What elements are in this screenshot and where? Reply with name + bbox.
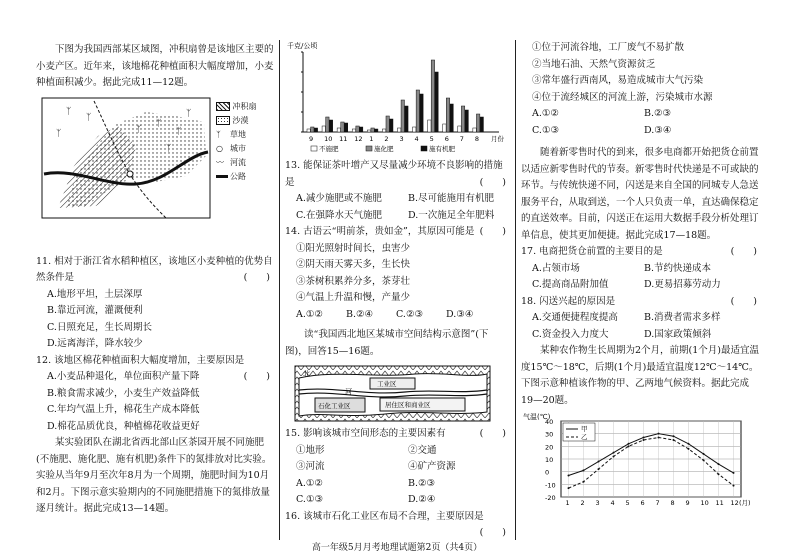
intro-17-18: 随着新零售时代的到来，很多电商都开始把货仓前置以适应新零售时代的节奏。新零售时代快递是不可或缺的环节。与传统快递不同，闪送是来自全国的同城专人急送服务平台，从取到送，一个人只负责一单，直达确保稳定的直送效率。目前，闪送正在运用大数据手段分析处理订单信息，使其更加便捷。据此完成17—18题。 xyxy=(521,147,759,241)
point-乙-12 xyxy=(733,485,735,487)
q13-stem: 13. 能保证茶叶增产又尽量减少环境不良影响的措施是 ( ) xyxy=(285,160,506,188)
q18-options-row-2 xyxy=(521,327,761,344)
q13-options-row-1 xyxy=(285,191,510,208)
y-tick-label: -20 xyxy=(545,494,556,502)
column-3 xyxy=(521,0,761,540)
bar-不施肥-9 xyxy=(307,129,310,132)
bar-施有机肥-2 xyxy=(390,119,393,132)
q15-answers-row-1 xyxy=(285,476,510,493)
y-tick-label: 30 xyxy=(545,430,554,439)
legend-label: 甲 xyxy=(581,425,588,433)
x-tick-label: 2 xyxy=(384,135,389,143)
intro-13-14: 某实验团队在湖北省西北部山区茶园开展不同施肥(不施肥、施化肥、施有机肥)条件下的氮排放对比实验。实验从当年9月至次年8月为一个周期，施肥时间为10月和2月。下图示意实验期内的不同施肥措施下的氮排放量逐月统计。据此完成13—14题。 xyxy=(36,437,272,514)
city-marker xyxy=(127,171,133,177)
river-icon: 〰 xyxy=(216,157,224,167)
q12-option-a: A.小麦品种退化，单位面积产量下降 xyxy=(47,371,200,382)
q17-option-a: A.占领市场 xyxy=(532,262,580,274)
nitrogen-bar-chart xyxy=(285,40,510,158)
x-tick-label: 9 xyxy=(309,135,314,143)
q15-stem: 15. 影响该城市空间形态的主要因素有 ( ) xyxy=(285,428,506,439)
point-甲-2 xyxy=(583,469,585,471)
x-tick-label: 4 xyxy=(414,135,419,143)
x-tick-label: 9 xyxy=(685,499,690,507)
bar-施有机肥-1 xyxy=(375,129,378,132)
q13-option-c: C.在强降水天气施肥 xyxy=(296,209,382,221)
point-乙-2 xyxy=(583,481,585,483)
dots-swatch-icon xyxy=(216,116,230,125)
x-tick-label: 8 xyxy=(670,499,675,507)
x-tick-label: 12 xyxy=(730,499,739,507)
bar-施有机肥-7 xyxy=(465,110,468,132)
svg-text:ᛉ: ᛉ xyxy=(176,126,182,137)
point-甲-11 xyxy=(718,463,720,465)
q14-item-1: ①阳光照射时间长，虫害少 xyxy=(296,242,411,254)
q13-option-d: D.一次施足全年肥料 xyxy=(408,209,495,221)
x-tick-label: 5 xyxy=(429,135,434,143)
svg-text:ᛉ: ᛉ xyxy=(186,108,192,119)
bar-不施肥-8 xyxy=(473,128,476,132)
column-divider-1 xyxy=(279,40,280,540)
q14-item-3: ③茶树积累养分多，茶芽壮 xyxy=(296,275,411,287)
point-甲-7 xyxy=(658,433,660,435)
column-divider-2 xyxy=(515,40,516,540)
point-甲-10 xyxy=(703,453,705,455)
bar-不施肥-2 xyxy=(382,129,385,132)
q14-item-2: ②阴天雨天雾天多，生长快 xyxy=(296,259,411,270)
q11-option-b: B.靠近河流，灌溉便利 xyxy=(47,305,143,316)
x-tick-label: 2 xyxy=(580,499,585,507)
legend-label: 乙 xyxy=(581,433,588,441)
point-乙-3 xyxy=(598,468,600,470)
bar-施化肥-11 xyxy=(341,122,344,132)
q16-item-2: ②当地石油、天然气资源贫乏 xyxy=(532,58,656,70)
x-tick-label: 7 xyxy=(655,499,660,507)
svg-text:ᛉ: ᛉ xyxy=(66,106,72,117)
x-axis-label: (月) xyxy=(739,499,751,507)
bar-不施肥-6 xyxy=(443,124,446,132)
bar-不施肥-12 xyxy=(352,129,355,132)
bar-施有机肥-12 xyxy=(359,127,362,132)
point-甲-1 xyxy=(568,474,570,476)
x-axis-label: 月份 xyxy=(491,135,504,143)
bar-不施肥-4 xyxy=(413,127,416,132)
alluvial-fan-area xyxy=(58,126,136,208)
q13-options-row-2 xyxy=(285,208,510,225)
q14-option-b: B.②④ xyxy=(346,308,374,320)
q12-stem: 12. 该地区棉花种植面积大幅度增加，主要原因是 ( ) xyxy=(36,354,270,382)
x-tick-label: 10 xyxy=(324,135,333,143)
point-乙-5 xyxy=(628,445,630,447)
bar-施化肥-3 xyxy=(401,100,404,132)
x-tick-label: 8 xyxy=(474,135,479,143)
bar-施有机肥-4 xyxy=(420,94,423,132)
column-2 xyxy=(285,0,510,540)
north-label: 北 xyxy=(303,370,310,378)
q18-option-b: B.消费者需求多样 xyxy=(644,312,721,323)
bar-施有机肥-9 xyxy=(314,128,317,132)
y-tick-label: 0 xyxy=(545,468,550,477)
intro-19-20: 某种农作物生长周期为2个月，前期(1个月)最适宜温度15℃～18℃，后期(1个月)最适宜温度12℃～14℃。下图示意种植该作物的甲、乙两地气候资料。据此完成19—20题。 xyxy=(521,345,760,406)
point-乙-8 xyxy=(673,439,675,441)
bar-施化肥-5 xyxy=(431,60,434,132)
industrial-label: 工业区 xyxy=(377,380,397,388)
bar-施有机肥-10 xyxy=(329,120,332,132)
x-tick-label: 1 xyxy=(565,499,570,507)
grass-icon: ᛉ xyxy=(216,129,221,139)
bar-施化肥-7 xyxy=(461,106,464,132)
q16-option-a: A.①② xyxy=(532,108,559,119)
climate-line-chart xyxy=(521,411,761,511)
svg-text:ᛉ: ᛉ xyxy=(136,124,142,135)
city-icon: ○ xyxy=(216,143,223,153)
point-乙-10 xyxy=(703,459,705,461)
q14-answers xyxy=(285,307,510,324)
q16-item-3: ③常年盛行西南风，易造成城市大气污染 xyxy=(532,75,704,86)
x-tick-label: 6 xyxy=(444,135,449,143)
q16-stem: 16. 该城市石化工业区布局不合理，主要原因是 ( ) xyxy=(285,510,506,538)
bar-不施肥-1 xyxy=(367,130,370,132)
q14-option-d: D.③④ xyxy=(446,308,474,320)
q11-stem: 11. 相对于浙江省水稻种植区，该地区小麦种植的优势自然条件是 ( ) xyxy=(36,255,273,283)
y-tick-label: 20 xyxy=(545,443,554,452)
city-structure-svg xyxy=(285,364,500,424)
hatch-swatch-icon xyxy=(216,102,230,111)
point-甲-3 xyxy=(598,461,600,463)
q17-stem: 17. 电商把货仓前置的主要目的是 ( ) xyxy=(521,246,757,257)
legend-river: 〰 河流 xyxy=(216,156,276,170)
q18-option-a: A.交通便捷程度提高 xyxy=(532,312,618,323)
q17-options-row-2 xyxy=(521,277,761,294)
q14-option-c: C.②③ xyxy=(396,308,423,320)
bar-不施肥-5 xyxy=(428,120,431,132)
y-tick-label: 10 xyxy=(545,456,554,464)
q15-option-c: C.①③ xyxy=(296,494,323,505)
bar-施有机肥-5 xyxy=(435,72,438,132)
legend-highway: 公路 xyxy=(216,170,276,184)
legend-swatch xyxy=(421,146,427,151)
x-tick-label: 7 xyxy=(459,135,464,143)
bar-施化肥-8 xyxy=(476,114,479,132)
y-tick-label: 40 xyxy=(545,418,554,426)
x-tick-label: 3 xyxy=(399,135,404,143)
bar-施化肥-12 xyxy=(356,126,359,132)
q11-option-d: D.远离海洋，降水较少 xyxy=(47,338,143,349)
legend-alluvial-fan: 冲积扇 xyxy=(216,100,276,114)
q12-option-c: C.年均气温上升，棉花生产成本降低 xyxy=(47,404,200,415)
column-1 xyxy=(36,0,274,540)
bar-施化肥-1 xyxy=(371,128,374,132)
point-甲-6 xyxy=(643,436,645,438)
bar-不施肥-3 xyxy=(397,128,400,132)
nitrogen-chart xyxy=(285,40,510,158)
q15-option-d: D.②④ xyxy=(408,494,436,505)
x-tick-label: 1 xyxy=(369,135,374,143)
q17-option-d: D.更易招募劳动力 xyxy=(644,279,721,290)
q11-option-c: C.日照充足，生长周期长 xyxy=(47,321,152,333)
bar-施化肥-6 xyxy=(446,98,449,132)
point-乙-4 xyxy=(613,455,615,457)
q17-options-row-1 xyxy=(521,261,761,278)
legend-swatch xyxy=(311,146,317,151)
q17-option-c: C.提高商品附加值 xyxy=(532,279,609,290)
q17-option-b: B.节约快递成本 xyxy=(644,262,712,274)
q15-items-row-2: ③河流 ④矿产资源 xyxy=(296,461,456,472)
bar-不施肥-7 xyxy=(458,126,461,132)
legend-label: 施化肥 xyxy=(374,145,394,153)
city-structure-map xyxy=(285,364,510,426)
legend-box xyxy=(563,423,595,441)
q12-option-d: D.棉花品质优良，种植棉花收益更好 xyxy=(47,420,200,432)
highway-icon xyxy=(216,175,228,178)
bar-施化肥-2 xyxy=(386,116,389,132)
svg-text:ᛉ: ᛉ xyxy=(166,143,172,154)
legend-swatch xyxy=(366,146,372,151)
point-甲-12 xyxy=(733,472,735,474)
legend-city: ○ 城市 xyxy=(216,142,276,156)
q13-option-b: B.尽可能施用有机肥 xyxy=(408,193,495,204)
point-乙-9 xyxy=(688,448,690,450)
svg-text:ᛉ: ᛉ xyxy=(56,128,62,139)
x-tick-label: 11 xyxy=(339,135,348,143)
x-tick-label: 12 xyxy=(354,135,363,143)
q18-stem: 18. 闪送兴起的原因是 ( ) xyxy=(521,295,757,307)
q15-option-a: A.①② xyxy=(296,477,323,489)
x-tick-label: 4 xyxy=(610,499,615,507)
bar-施化肥-9 xyxy=(311,127,314,132)
point-乙-6 xyxy=(643,439,645,441)
legend-label: 施有机肥 xyxy=(429,145,455,153)
q12-option-b: B.粮食需求减少，小麦生产效益降低 xyxy=(47,387,200,399)
intro-15-16: 读“我国西北地区某城市空间结构示意图”(下图)，回答15—16题。 xyxy=(285,329,489,357)
bar-施有机肥-11 xyxy=(344,123,347,132)
legend-desert: 沙漠 xyxy=(216,114,276,128)
bar-施化肥-10 xyxy=(326,117,329,132)
series-line-乙 xyxy=(569,437,734,488)
q16-option-d: D.③④ xyxy=(644,124,672,136)
y-tick-label: -10 xyxy=(545,481,556,490)
q15-items-row-1: ①地形 ②交通 xyxy=(296,444,437,456)
point-甲-4 xyxy=(613,452,615,454)
y-axis-label: 千克/公顷 xyxy=(287,42,318,50)
bar-不施肥-11 xyxy=(337,128,340,132)
bar-施有机肥-8 xyxy=(480,117,483,132)
q15-answers-row-2 xyxy=(285,492,510,509)
point-甲-9 xyxy=(688,443,690,445)
x-tick-label: 3 xyxy=(595,499,600,507)
q11-option-a: A.地形平坦，土层深厚 xyxy=(47,288,143,300)
petrochemical-label: 石化工业区 xyxy=(318,402,351,410)
bar-不施肥-10 xyxy=(322,126,325,132)
map-legend xyxy=(216,100,276,184)
point-甲-5 xyxy=(628,443,630,445)
q16-option-b: B.②③ xyxy=(644,108,672,119)
x-tick-label: 10 xyxy=(700,499,709,507)
q16-answers-row-1 xyxy=(521,106,761,123)
q16-item-4: ④位于流经城区的河流上游，污染城市水源 xyxy=(532,91,713,103)
q14-option-a: A.①② xyxy=(296,308,323,320)
region-map xyxy=(36,96,274,224)
bar-施有机肥-6 xyxy=(450,104,453,132)
bar-施化肥-4 xyxy=(416,90,419,132)
climate-chart xyxy=(521,411,761,511)
x-tick-label: 6 xyxy=(640,499,645,507)
q18-options-row-1 xyxy=(521,310,761,327)
q18-option-c: C.资金投入力度大 xyxy=(532,328,609,340)
intro-11-12: 下图为我国西部某区域图，冲积扇曾是该地区主要的小麦产区。近年来，该地棉花种植面积大幅度增加，小麦种植面积减少。据此完成11—12题。 xyxy=(36,44,274,88)
x-tick-label: 5 xyxy=(625,499,630,507)
svg-text:ᛉ: ᛉ xyxy=(86,112,92,123)
x-tick-label: 11 xyxy=(715,499,724,507)
river-label: 河 xyxy=(345,388,352,396)
point-甲-8 xyxy=(673,435,675,437)
q13-option-a: A.减少施肥或不施肥 xyxy=(296,193,382,204)
point-乙-11 xyxy=(718,473,720,475)
bar-施有机肥-3 xyxy=(405,106,408,132)
q16-option-c: C.①③ xyxy=(532,124,559,136)
q14-item-4: ④气温上升温和慢，产量少 xyxy=(296,292,411,303)
svg-text:ᛉ: ᛉ xyxy=(156,118,162,129)
residential-label: 居住区和商业区 xyxy=(385,401,431,409)
q16-answers-row-2 xyxy=(521,123,761,140)
y-axis-label: 气温(℃) xyxy=(523,413,551,421)
legend-label: 不施肥 xyxy=(319,145,339,153)
point-乙-7 xyxy=(658,436,660,438)
q16-item-1: ①位于河流谷地，工厂废气不易扩散 xyxy=(532,42,685,53)
point-乙-1 xyxy=(568,487,570,489)
legend-grassland: ᛉ 草地 xyxy=(216,128,276,142)
q14-stem: 14. 古语云“明前茶，贵如金”，其原因可能是 ( ) xyxy=(285,226,506,237)
q15-option-b: B.②③ xyxy=(408,477,436,489)
page-footer: 高一年级5月月考地理试题第2页（共4页） xyxy=(311,543,483,553)
q18-option-d: D.国家政策倾斜 xyxy=(644,328,712,340)
